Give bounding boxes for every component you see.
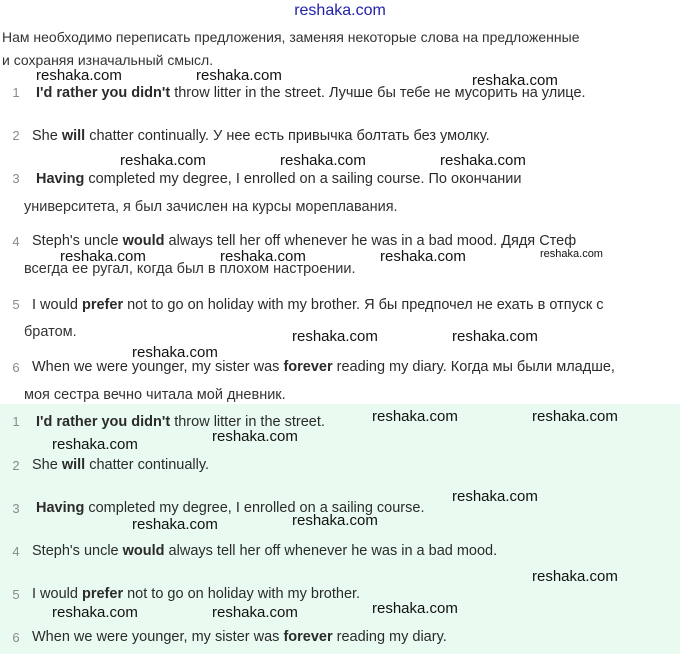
task-number: 1 — [12, 85, 20, 100]
watermark: reshaka.com — [292, 328, 378, 345]
watermark: reshaka.com — [292, 512, 378, 529]
task-sentence: When we were younger, my sister was forever reading my diary. Когда мы были младше, — [32, 359, 615, 375]
watermark: reshaka.com — [120, 152, 206, 169]
watermark: reshaka.com — [52, 604, 138, 621]
answer-number: 1 — [12, 414, 20, 429]
answer-sentence: Having completed my degree, I enrolled on a sailing course. — [36, 500, 425, 516]
watermark: reshaka.com — [60, 248, 146, 265]
task-number: 5 — [12, 297, 20, 312]
site-title[interactable]: reshaka.com — [294, 2, 386, 19]
watermark: reshaka.com — [472, 72, 558, 89]
watermark: reshaka.com — [452, 328, 538, 345]
answer-number: 2 — [12, 458, 20, 473]
watermark: reshaka.com — [280, 152, 366, 169]
task-sentence: She will chatter continually. У нее есть привычка болтать без умолку. — [32, 128, 490, 144]
task-sentence: Having completed my degree, I enrolled on a sailing course. По окончании — [36, 171, 522, 187]
task-sentence-continuation: университета, я был зачислен на курсы мореплавания. — [24, 199, 398, 215]
watermark: reshaka.com — [196, 67, 282, 84]
watermark: reshaka.com — [220, 248, 306, 265]
answer-number: 5 — [12, 587, 20, 602]
answer-number: 6 — [12, 630, 20, 645]
answer-sentence: She will chatter continually. — [32, 457, 210, 473]
answer-sentence: I'd rather you didn't throw litter in the street. — [36, 414, 325, 430]
watermark: reshaka.com — [380, 248, 466, 265]
task-number: 2 — [12, 128, 20, 143]
task-number: 6 — [12, 360, 20, 375]
watermark: reshaka.com — [36, 67, 122, 84]
task-sentence: Steph's uncle would always tell her off whenever he was in a bad mood. Дядя Стеф — [32, 233, 577, 249]
answer-sentence: When we were younger, my sister was forever reading my diary. — [32, 629, 447, 645]
watermark: reshaka.com — [212, 428, 298, 445]
answer-number: 3 — [12, 501, 20, 516]
instruction-line-2: и сохраняя изначальный смысл. — [2, 52, 214, 68]
instruction-line-1: Нам необходимо переписать предложения, заменяя некоторые слова на предложенные — [2, 29, 580, 45]
answer-number: 4 — [12, 544, 20, 559]
task-sentence-continuation: всегда ее ругал, когда был в плохом настроении. — [24, 261, 356, 277]
task-sentence: I would prefer not to go on holiday with my brother. Я бы предпочел не ехать в отпуск с — [32, 297, 604, 313]
answer-sentence: I would prefer not to go on holiday with my brother. — [32, 586, 361, 602]
watermark: reshaka.com — [440, 152, 526, 169]
watermark: reshaka.com — [532, 568, 618, 585]
watermark: reshaka.com — [372, 408, 458, 425]
watermark: reshaka.com — [212, 604, 298, 621]
task-sentence-continuation: братом. — [24, 324, 77, 340]
answer-sentence: Steph's uncle would always tell her off whenever he was in a bad mood. — [32, 543, 498, 559]
watermark: reshaka.com — [132, 516, 218, 533]
watermark: reshaka.com — [132, 344, 218, 361]
task-sentence-continuation: моя сестра вечно читала мой дневник. — [24, 387, 286, 403]
watermark: reshaka.com — [540, 248, 603, 260]
watermark: reshaka.com — [52, 436, 138, 453]
watermark: reshaka.com — [372, 600, 458, 617]
task-instruction — [2, 26, 678, 72]
task-number: 4 — [12, 234, 20, 249]
task-sentence: I'd rather you didn't throw litter in the street. Лучше бы тебе не мусорить на улице. — [36, 85, 586, 101]
watermark: reshaka.com — [452, 488, 538, 505]
task-number: 3 — [12, 171, 20, 186]
watermark: reshaka.com — [532, 408, 618, 425]
